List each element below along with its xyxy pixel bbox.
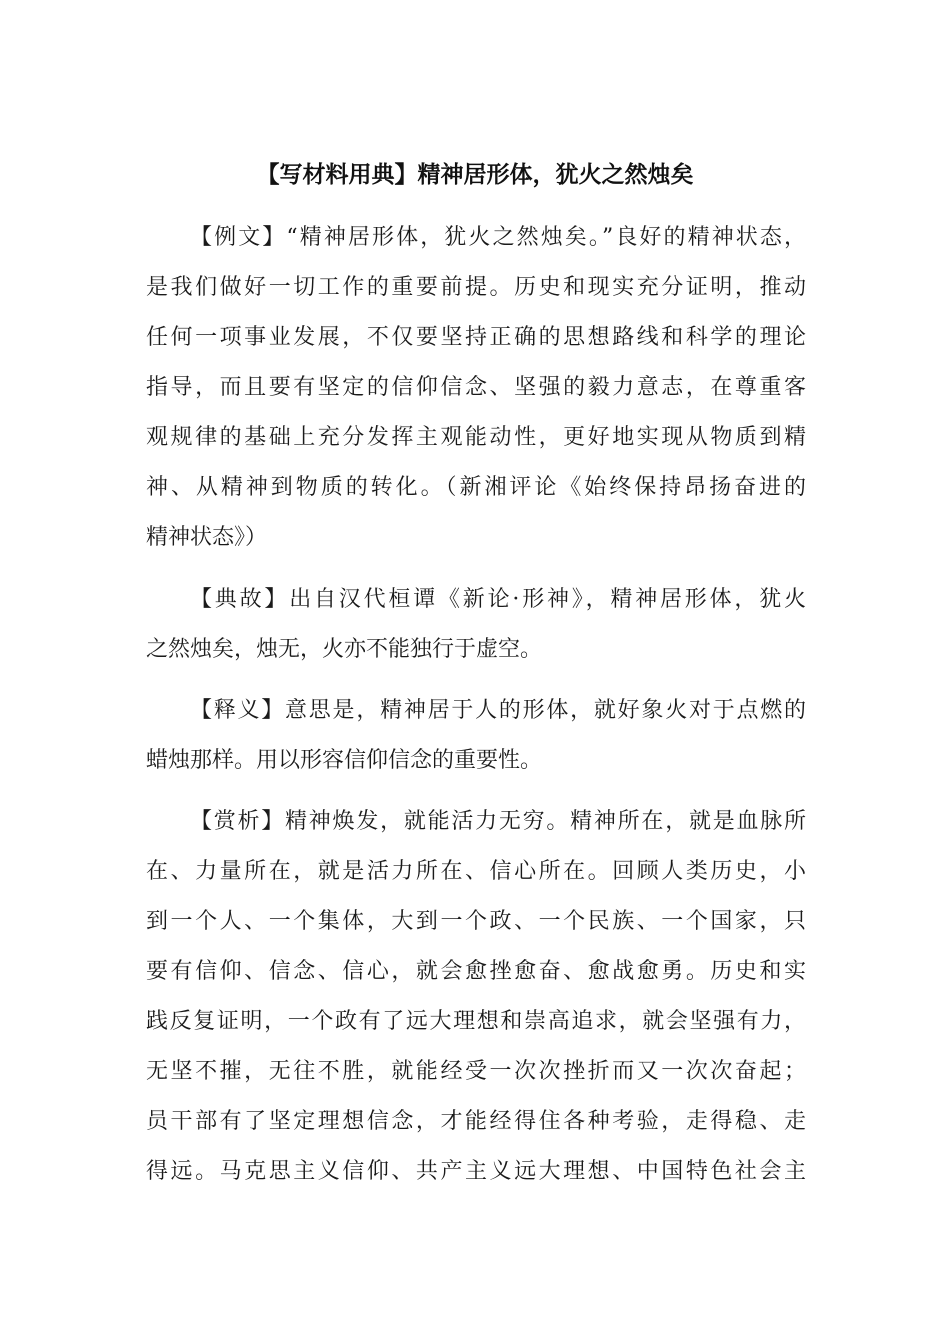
text-line: 是我们做好一切工作的重要前提。历史和现实充分证明，推动 <box>146 275 806 300</box>
text-line: 任何一项事业发展，不仅要坚持正确的思想路线和科学的理论 <box>146 325 806 350</box>
text-line: 到一个人、一个集体，大到一个政、一个民族、一个国家，只 <box>146 909 806 934</box>
text-line: 观规律的基础上充分发挥主观能动性，更好地实现从物质到精 <box>146 425 806 450</box>
text-line: 【赏析】精神焕发，就能活力无穷。精神所在，就是血脉所 <box>190 809 806 834</box>
paragraph-appreciation <box>146 797 806 1197</box>
text-line: 无坚不摧，无往不胜，就能经受一次次挫折而又一次次奋起； <box>146 1059 806 1084</box>
text-line: 要有信仰、信念、信心，就会愈挫愈奋、愈战愈勇。历史和实 <box>146 959 806 984</box>
text-line: 在、力量所在，就是活力所在、信心所在。回顾人类历史，小 <box>146 859 806 884</box>
paragraph-allusion <box>146 575 806 675</box>
text-line: 践反复证明，一个政有了远大理想和崇高追求，就会坚强有力， <box>146 1009 806 1034</box>
document-title: 【写材料用典】精神居形体，犹火之然烛矣 <box>256 161 694 188</box>
paragraph-meaning <box>146 686 806 786</box>
text-line: 指导，而且要有坚定的信仰信念、坚强的毅力意志，在尊重客 <box>146 375 806 400</box>
text-line: 之然烛矣，烛无，火亦不能独行于虚空。 <box>146 637 543 662</box>
text-line: 【释义】意思是，精神居于人的形体，就好象火对于点燃的 <box>190 698 806 723</box>
text-line: 蜡烛那样。用以形容信仰信念的重要性。 <box>146 748 543 773</box>
text-line: 【例文】“精神居形体，犹火之然烛矣。”良好的精神状态， <box>190 225 806 250</box>
text-line: 得远。马克思主义信仰、共产主义远大理想、中国特色社会主 <box>146 1159 806 1184</box>
text-line: 员干部有了坚定理想信念，才能经得住各种考验，走得稳、走 <box>146 1109 806 1134</box>
text-line: 神、从精神到物质的转化。（新湘评论《始终保持昂扬奋进的 <box>146 475 806 500</box>
text-line: 【典故】出自汉代桓谭《新论·形神》，精神居形体，犹火 <box>190 587 806 612</box>
paragraph-example <box>146 213 806 563</box>
text-line: 精神状态》） <box>146 525 268 550</box>
